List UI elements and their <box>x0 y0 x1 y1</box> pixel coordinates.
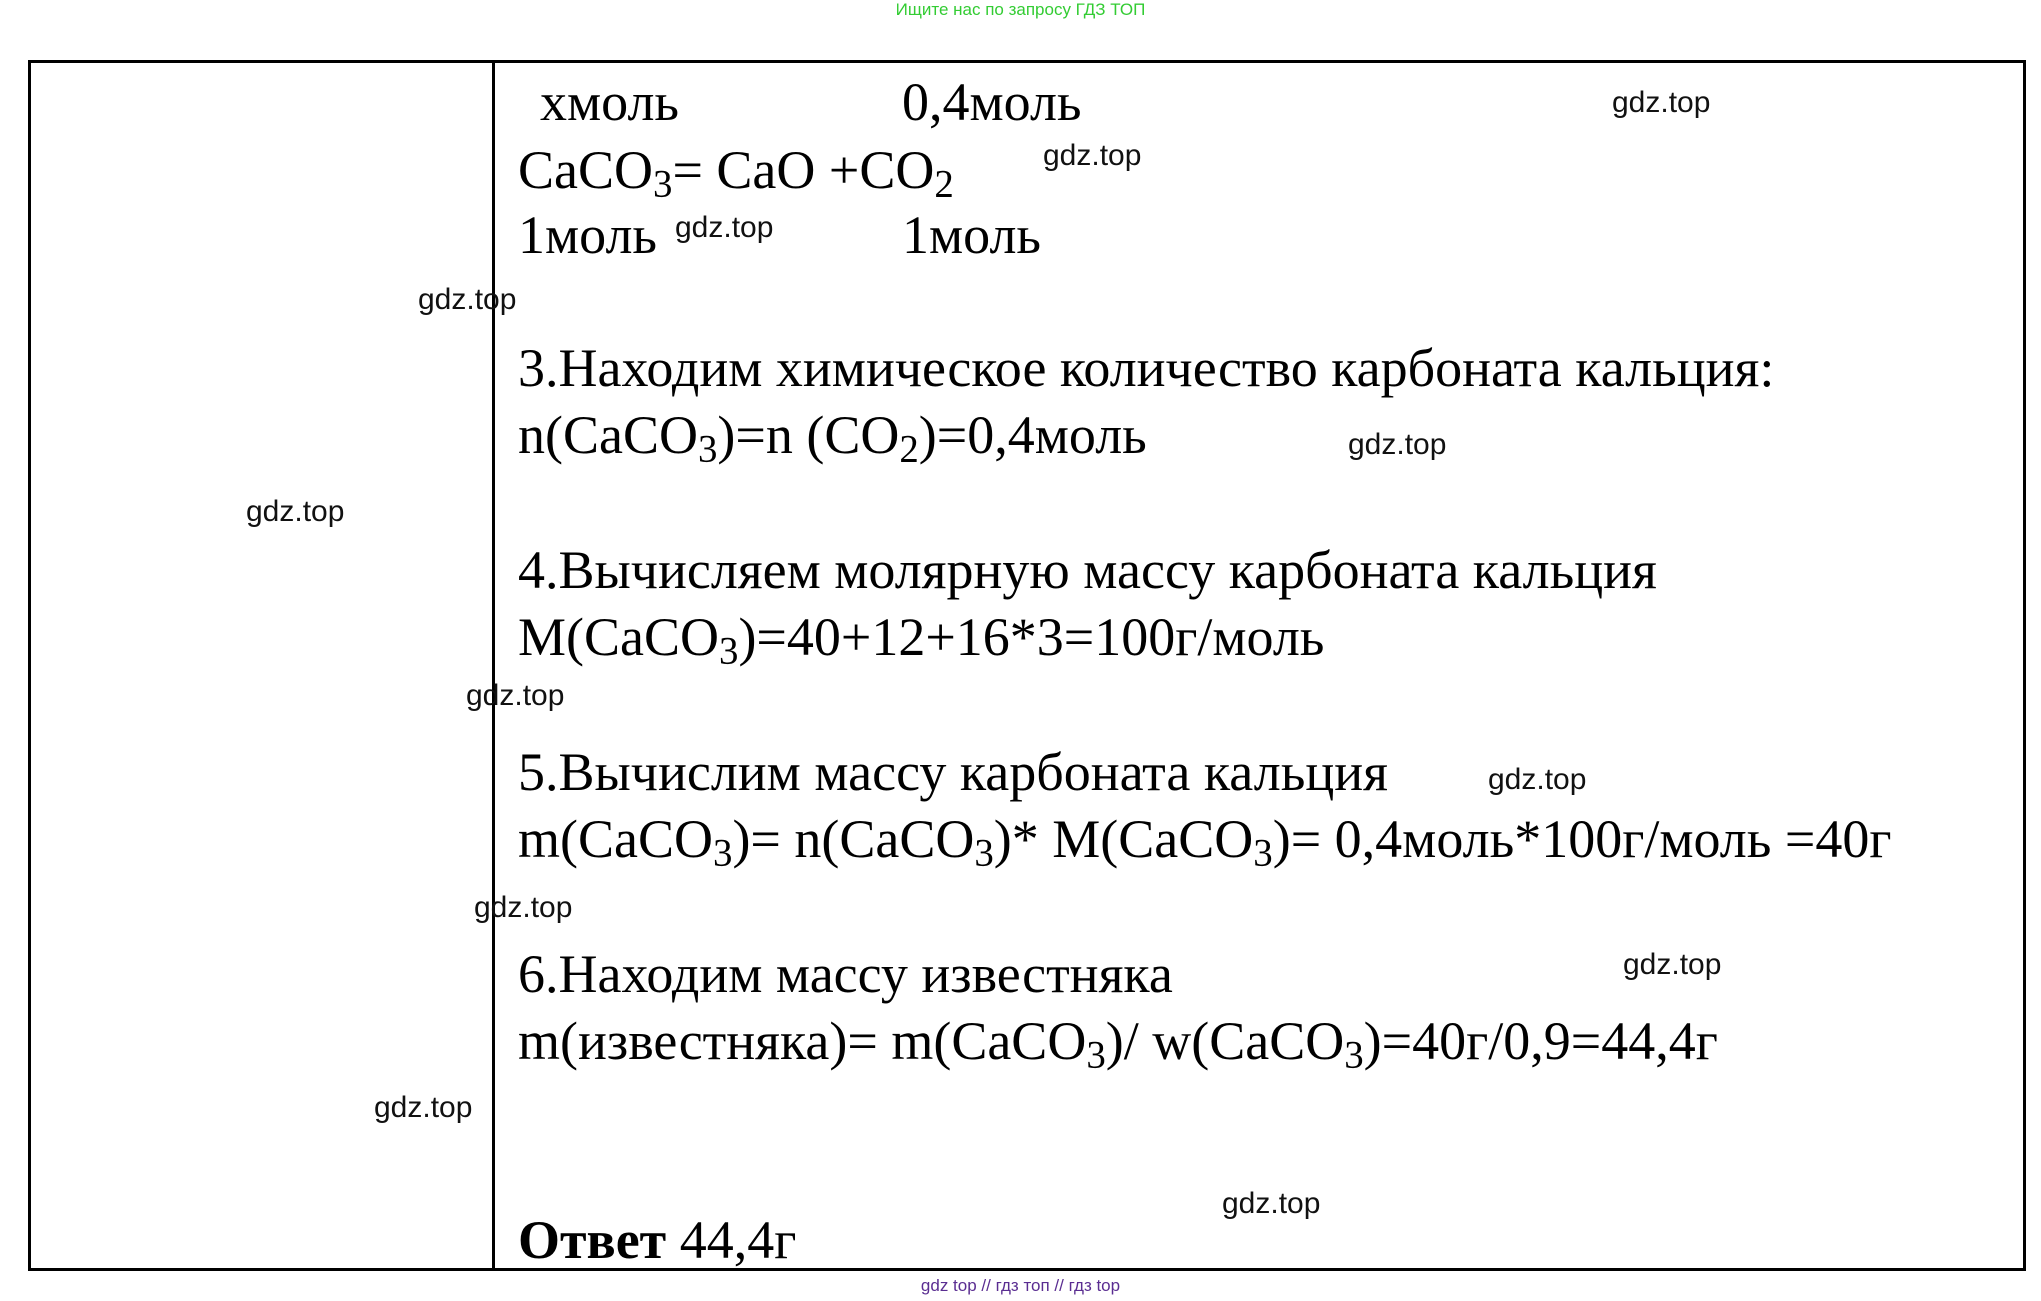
watermark: gdz.top <box>1222 1187 1321 1220</box>
watermark: gdz.top <box>1348 428 1447 461</box>
step5-formula: m(CaCO$_3$)= n(CaCO$_3$)* M(CaCO$_3$)= 0,4моль*100г/моль =40г <box>518 809 1892 875</box>
watermark: gdz.top <box>474 891 573 924</box>
top-banner[interactable]: Ищите нас по запросу ГДЗ ТОП <box>895 0 1146 19</box>
watermark: gdz.top <box>675 211 774 244</box>
step6-heading: 6.Находим массу известняка <box>518 944 1173 1004</box>
answer-label: Ответ <box>518 1210 667 1270</box>
reaction-below-left: 1моль <box>518 205 658 265</box>
reaction-above-left: xмоль <box>540 72 680 132</box>
step4-heading: 4.Вычисляем молярную массу карбоната кальция <box>518 540 1657 600</box>
watermark: gdz.top <box>246 495 345 528</box>
column-divider <box>492 60 495 1271</box>
watermark: gdz.top <box>466 679 565 712</box>
step5-heading: 5.Вычислим массу карбоната кальция <box>518 742 1388 802</box>
watermark: gdz.top <box>1043 139 1142 172</box>
step3-formula: n(CaCO$_3$)=n $(CO_2)=0,4моль$ <box>518 405 1147 471</box>
reaction-equation: CaCO$_3$= CaO $+CO_2$ <box>518 140 954 206</box>
answer-value: 44,4г <box>666 1210 797 1270</box>
watermark: gdz.top <box>418 283 517 316</box>
watermark: gdz.top <box>1623 948 1722 981</box>
answer-line <box>518 1210 797 1270</box>
step6-formula: m(известняка)= m(CaCO$_3$)/ w(CaCO$_3$)=40г/0,9=44,4г <box>518 1011 1718 1077</box>
step3-heading: 3.Находим химическое количество карбоната кальция: <box>518 338 1775 398</box>
reaction-above-right: 0,4моль <box>902 72 1082 132</box>
watermark: gdz.top <box>374 1091 473 1124</box>
watermark: gdz.top <box>1488 763 1587 796</box>
step4-formula: M(CaCO$_3$)=40+12+16*3=100г/моль <box>518 607 1325 673</box>
reaction-below-right: 1моль <box>902 205 1042 265</box>
footer-links[interactable]: gdz top // гдз топ // гдз top <box>920 1276 1121 1295</box>
watermark: gdz.top <box>1612 86 1711 119</box>
